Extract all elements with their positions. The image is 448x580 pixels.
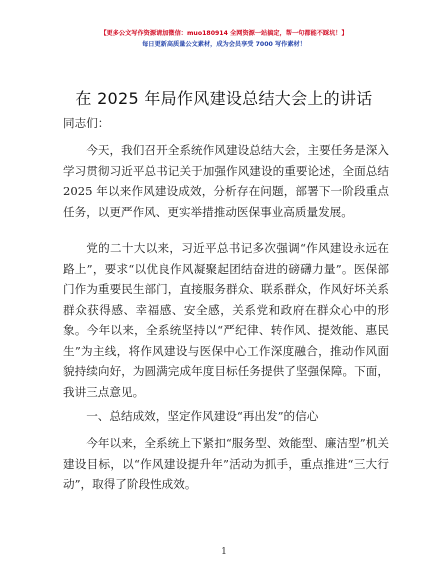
paragraph-background: 党的二十大以来，习近平总书记多次强调“作风建设永远在路上”，要求“以优良作风凝聚起团结奋进的磅礴力量”。医保部门作为重要民生部门，直接服务群众、联系群众，作风好坏关系群众获得感、幸福感、安全感，关系党和政府在群众心中的形象。今年以来，全系统坚持以“严纪律、转作风、提效能、惠民生”为主线，将作风建设与医保中心工作深度融合，推动作风面貌持续向好，为圆满完成年度目标任务提供了坚强保障。下面，我讲三点意见。 — [63, 241, 389, 399]
paragraph-intro: 今天，我们召开全系统作风建设总结大会，主要任务是深入学习贯彻习近平总书记关于加强作风建设的重要论述，全面总结 2025 年以来作风建设成效，分析存在问题，部署下一阶段重点任务，以更严作风、更实举措推动医保事业高质量发展。 — [63, 143, 389, 219]
greeting: 同志们： — [63, 116, 110, 130]
paragraph-section-one: 今年以来，全系统上下紧扣“服务型、效能型、廉洁型”机关建设目标，以“作风建设提升年”活动为抓手，重点推进“三大行动”，取得了阶段性成效。 — [63, 436, 389, 491]
promo-banner-line-1: 【更多公文写作资源请加微信：muo180914 全网资源一站搞定，帮一句都能不踩坑！】 — [100, 30, 348, 37]
document-title: 在 2025 年局作风建设总结大会上的讲话 — [75, 89, 373, 108]
promo-banner-line-2: 每日更新高质量公文素材，成为会员享受 7000 写作素材！ — [142, 41, 306, 48]
page-number: 1 — [221, 547, 227, 557]
section-heading: 一、总结成效，坚定作风建设“再出发”的信心 — [86, 409, 319, 423]
